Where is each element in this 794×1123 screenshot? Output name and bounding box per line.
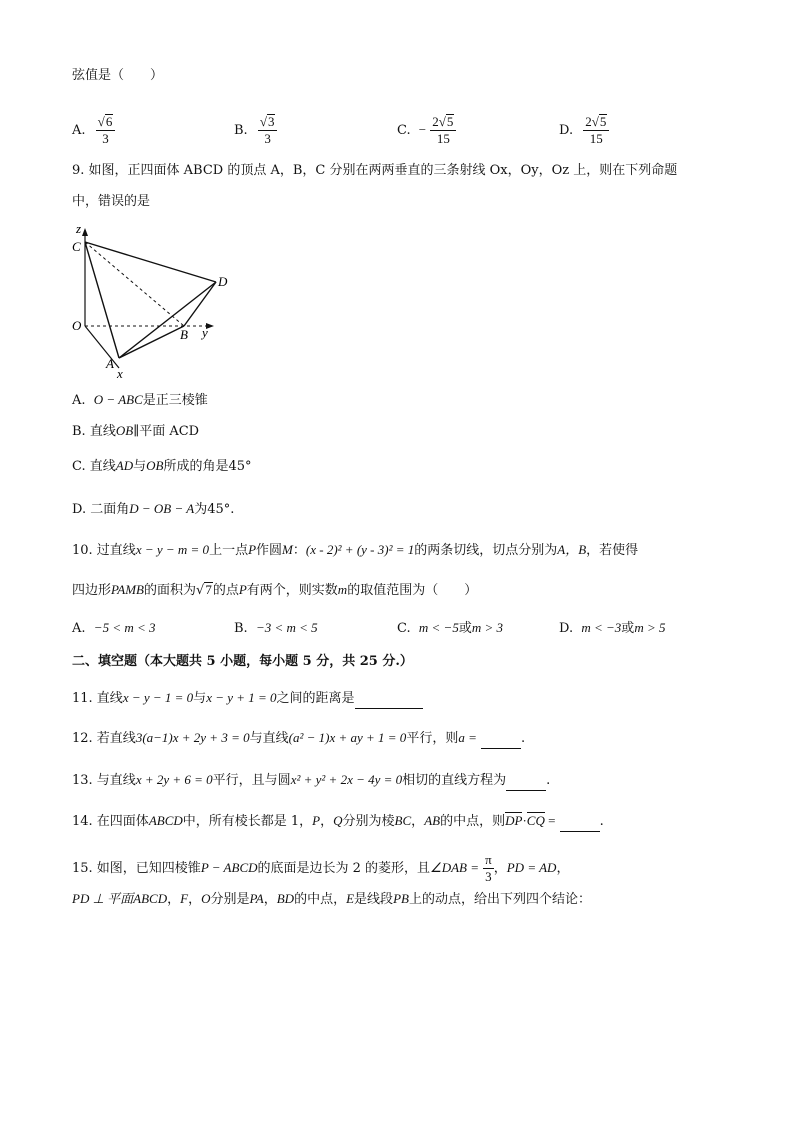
label-a: A xyxy=(106,356,114,371)
q9-option-c: C. 直线AD与OB所成的角是45° xyxy=(72,458,252,474)
q8-option-a xyxy=(72,114,115,147)
q9-option-b: B. 直线OB∥平面 ACD xyxy=(72,423,200,439)
q10-stem-line1: 10. 过直线x − y − m = 0上一点P作圆M：(x - 2)² + (y - 3)² = 1的两条切线，切点分别为A，B，若使得 xyxy=(72,542,639,558)
fraction: $\frac{2√5}{15}$ xyxy=(430,114,456,147)
q8-tail-text: 弦值是（ ） xyxy=(72,68,164,83)
denominator: 15 xyxy=(589,131,603,146)
label-b: B xyxy=(180,327,188,342)
q11: 11. 直线x − y − 1 = 0与x − y + 1 = 0之间的距离是 xyxy=(72,688,423,709)
fraction: $\frac{√6}{3}$ xyxy=(96,114,116,147)
option-label: B. xyxy=(234,123,248,138)
section-heading: 二、填空题（本大题共 5 小题，每小题 5 分，共 25 分.） xyxy=(72,654,413,669)
q8-option-d xyxy=(559,114,609,147)
q12: 12. 若直线3(a−1)x + 2y + 3 = 0与直线(a² − 1)x + ay + 1 = 0平行，则a = . xyxy=(72,728,525,749)
label-x: x xyxy=(117,366,123,381)
denominator: 3 xyxy=(102,131,109,146)
q9-stem-line2: 中，错误的是 xyxy=(72,194,151,209)
numerator: 3 xyxy=(267,114,275,129)
numerator: 6 xyxy=(105,114,113,129)
label-y: y xyxy=(202,325,208,340)
q8-option-c xyxy=(397,114,456,147)
fraction: $\frac{\pi}{3}$ xyxy=(485,852,492,884)
q14: 14. 在四面体ABCD中，所有棱长都是 1，P，Q分别为棱BC，AB的中点，则DP·CQ = . xyxy=(72,811,604,832)
q9-option-d: D. 二面角D − OB − A为45°. xyxy=(72,501,235,517)
answer-blank[interactable] xyxy=(560,831,600,832)
fraction: $\frac{2√5}{15}$ xyxy=(583,114,609,147)
numerator: 5 xyxy=(599,114,607,129)
label-o: O xyxy=(72,318,82,333)
answer-blank[interactable] xyxy=(355,708,423,709)
q10-option-b: B. −3 < m < 5 xyxy=(234,620,318,636)
q10-option-d: D. m < −3或m > 5 xyxy=(559,620,666,636)
fraction: $\frac{√3}{3}$ xyxy=(258,114,278,147)
denominator: 15 xyxy=(436,131,450,146)
answer-blank[interactable] xyxy=(506,790,546,791)
q13: 13. 与直线x + 2y + 6 = 0平行，且与圆x² + y² + 2x − 4y = 0相切的直线方程为 . xyxy=(72,770,550,791)
option-label: C. xyxy=(397,123,411,138)
q10-option-c: C. m < −5或m > 3 xyxy=(397,620,504,636)
label-c: C xyxy=(72,239,81,254)
denominator: 3 xyxy=(264,131,271,146)
q9-stem-line1: 9. 如图，正四面体 ABCD 的顶点 A，B，C 分别在两两垂直的三条射线 Ox，Oy，Oz 上，则在下列命题 xyxy=(72,163,678,178)
minus-sign: − xyxy=(418,122,427,137)
q10-stem-line2: 四边形PAMB的面积为√7的点P有两个，则实数m的取值范围为（ ） xyxy=(72,582,478,598)
numerator: 5 xyxy=(446,114,454,129)
label-d: D xyxy=(218,274,228,289)
q8-option-b xyxy=(234,114,277,147)
label-z: z xyxy=(76,222,82,236)
q9-option-a: A. O − ABC是正三棱锥 xyxy=(72,392,208,408)
q15-line1: 15. 如图，已知四棱锥P − ABCD的底面是边长为 2 的菱形，且∠DAB = $\frac{\pi}{3}$ ，PD = AD， xyxy=(72,852,570,884)
option-label: D. xyxy=(559,123,574,138)
q15-line2: PD ⊥ 平面ABCD，F，O分别是PA，BD的中点，E是线段PB上的动点，给出下列四个结论： xyxy=(72,891,591,907)
q10-option-a: A. −5 < m < 3 xyxy=(72,620,156,636)
answer-blank[interactable] xyxy=(481,748,521,749)
option-label: A. xyxy=(72,123,86,138)
q9-tetrahedron-figure xyxy=(68,222,238,382)
